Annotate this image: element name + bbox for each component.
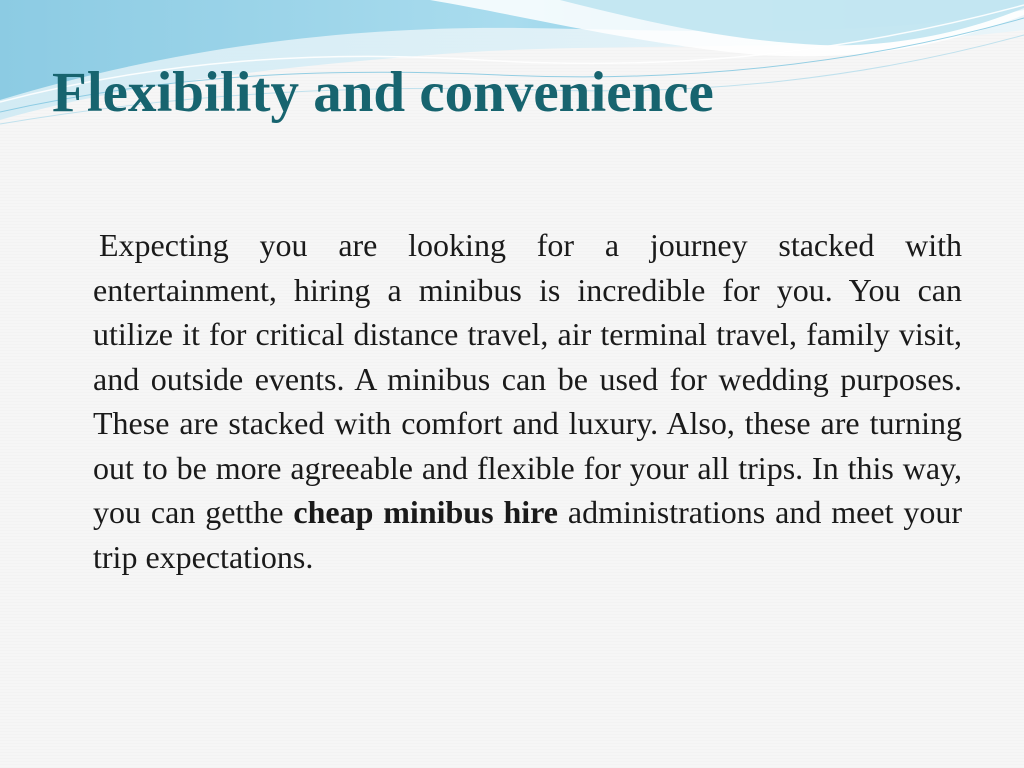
paragraph-text-before: Expecting you are looking for a journey stacked with entertainment, hiring a minibus is incredible for you. You can utilize it for critical distance travel, air terminal travel, family visit, and outside events. A minibus can be used for wedding purposes. These are stacked with comfort and luxury. Also, these are turning out to be more agreeable and flexible for your all trips. In this way, you can getthe xyxy=(93,227,962,530)
slide-paragraph xyxy=(93,223,962,579)
slide-title: Flexibility and convenience xyxy=(52,61,714,124)
paragraph-text-after: administrations and meet your trip expectations. xyxy=(93,494,963,575)
paragraph-bold-link-text: cheap minibus hire xyxy=(293,494,558,530)
